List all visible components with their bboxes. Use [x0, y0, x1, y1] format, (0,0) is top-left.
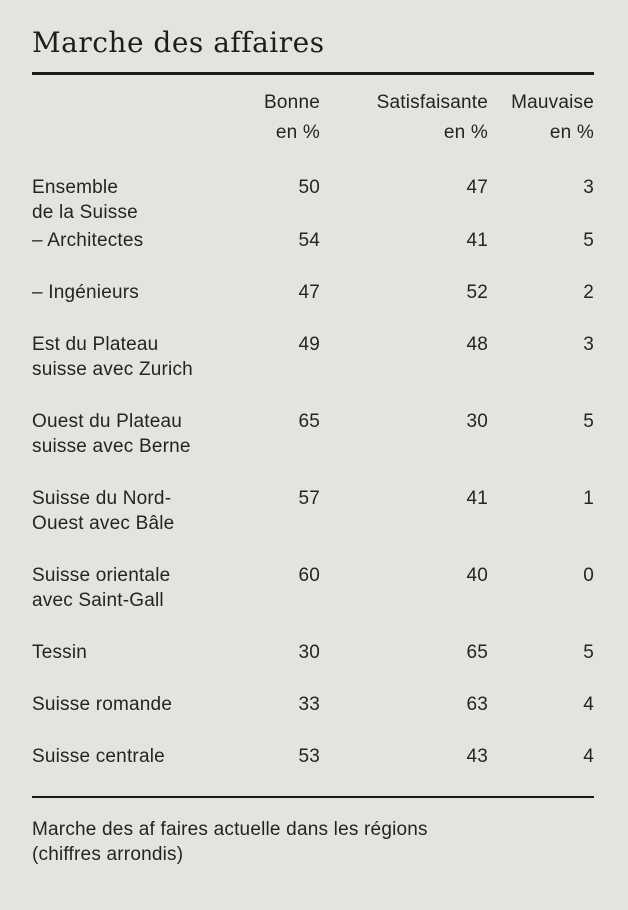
- row-label: [32, 486, 236, 536]
- table-row: [32, 692, 594, 717]
- column-header-unit: en %: [275, 121, 320, 143]
- table-caption: [32, 817, 594, 867]
- row-label-line2: suisse avec Berne: [32, 435, 191, 457]
- row-label-line2: de la Suisse: [32, 201, 138, 223]
- table-header: [32, 88, 594, 148]
- cell-satisfaisante: 65: [466, 641, 488, 663]
- cell-mauvaise: 5: [583, 229, 594, 251]
- caption-line1: Marche des af faires actuelle dans les régions: [32, 819, 428, 840]
- cell-bonne: 57: [298, 487, 320, 509]
- cell-bonne: 54: [298, 229, 320, 251]
- cell-bonne: 65: [298, 410, 320, 432]
- table-row: [32, 486, 594, 536]
- row-label-line1: Est du Plateau: [32, 333, 159, 355]
- page-title: Marche des affaires: [32, 26, 325, 59]
- row-label: [32, 692, 236, 717]
- table-body: [32, 175, 594, 769]
- row-label: [32, 332, 236, 382]
- cell-satisfaisante: 52: [466, 281, 488, 303]
- caption-line2: (chiffres arrondis): [32, 844, 184, 865]
- cell-satisfaisante: 43: [466, 745, 488, 767]
- column-header-mauvaise: [488, 88, 594, 148]
- table-row: [32, 175, 594, 225]
- table-row: [32, 640, 594, 665]
- top-rule: [32, 72, 594, 75]
- cell-mauvaise: 3: [583, 333, 594, 355]
- row-label-line1: Suisse du Nord-: [32, 487, 172, 509]
- row-label: [32, 563, 236, 613]
- row-label: [32, 744, 236, 769]
- row-label-line1: Suisse orientale: [32, 564, 171, 586]
- cell-satisfaisante: 40: [466, 564, 488, 586]
- cell-bonne: 53: [298, 745, 320, 767]
- cell-satisfaisante: 48: [466, 333, 488, 355]
- row-label-line1: Tessin: [32, 641, 88, 663]
- bottom-rule: [32, 796, 594, 799]
- column-header-bonne: [236, 88, 320, 148]
- table-row: [32, 332, 594, 382]
- table-row: [32, 409, 594, 459]
- cell-mauvaise: 1: [583, 487, 594, 509]
- cell-satisfaisante: 63: [466, 693, 488, 715]
- cell-mauvaise: 2: [583, 281, 594, 303]
- row-label-line1: Suisse romande: [32, 693, 173, 715]
- row-label: [32, 409, 236, 459]
- cell-satisfaisante: 30: [466, 410, 488, 432]
- cell-mauvaise: 5: [583, 410, 594, 432]
- row-label: [32, 175, 236, 225]
- cell-bonne: 49: [298, 333, 320, 355]
- cell-satisfaisante: 41: [466, 487, 488, 509]
- cell-bonne: 50: [298, 176, 320, 198]
- row-label: [32, 280, 236, 305]
- column-header-label: Mauvaise: [511, 91, 594, 113]
- table-row: [32, 228, 594, 253]
- row-label-line2: avec Saint-Gall: [32, 589, 164, 611]
- row-label-line1: Ensemble: [32, 176, 119, 198]
- column-header-unit: en %: [443, 121, 488, 143]
- column-header-unit: en %: [549, 121, 594, 143]
- cell-mauvaise: 4: [583, 745, 594, 767]
- cell-mauvaise: 4: [583, 693, 594, 715]
- cell-mauvaise: 0: [583, 564, 594, 586]
- row-label-line1: – Architectes: [32, 229, 144, 251]
- cell-bonne: 60: [298, 564, 320, 586]
- row-label: [32, 228, 236, 253]
- row-label-line1: – Ingénieurs: [32, 281, 139, 303]
- table-row: [32, 563, 594, 613]
- header-spacer: [32, 88, 236, 148]
- column-header-satisfaisante: [320, 88, 488, 148]
- table-row: [32, 280, 594, 305]
- cell-bonne: 30: [298, 641, 320, 663]
- cell-satisfaisante: 41: [466, 229, 488, 251]
- cell-bonne: 47: [298, 281, 320, 303]
- column-header-label: Bonne: [264, 91, 320, 113]
- cell-mauvaise: 3: [583, 176, 594, 198]
- row-label-line1: Ouest du Plateau: [32, 410, 183, 432]
- row-label-line1: Suisse centrale: [32, 745, 165, 767]
- table-row: [32, 744, 594, 769]
- row-label-line2: Ouest avec Bâle: [32, 512, 175, 534]
- cell-bonne: 33: [298, 693, 320, 715]
- row-label-line2: suisse avec Zurich: [32, 358, 193, 380]
- cell-mauvaise: 5: [583, 641, 594, 663]
- row-label: [32, 640, 236, 665]
- column-header-label: Satisfaisante: [376, 91, 488, 113]
- cell-satisfaisante: 47: [466, 176, 488, 198]
